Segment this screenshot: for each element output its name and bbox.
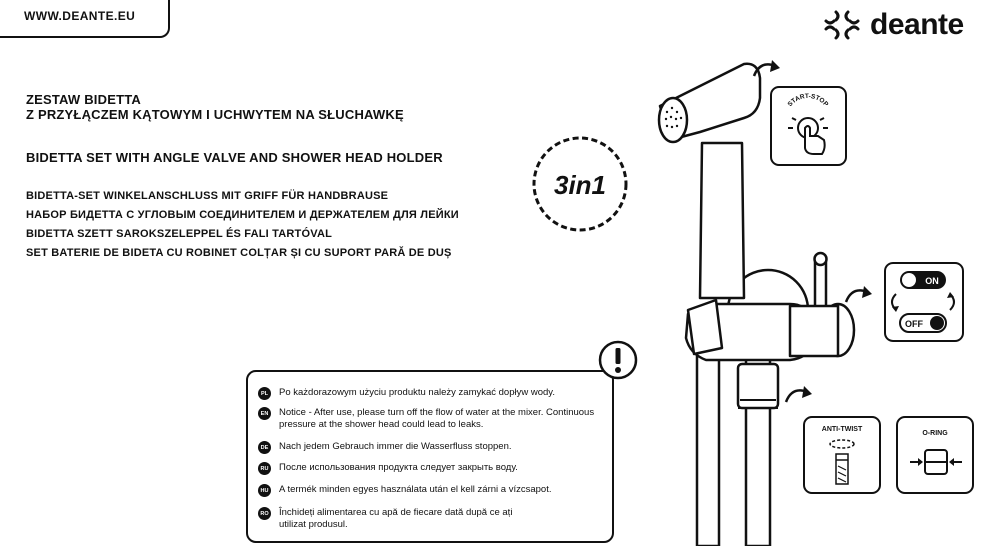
notice-item-pl	[258, 387, 609, 400]
arrow-to-anti-twist-icon	[782, 382, 816, 408]
o-ring-feature	[896, 416, 974, 494]
three-in-one-badge	[531, 135, 629, 233]
notice-item-en	[258, 407, 609, 431]
language-badge-hu: HU	[258, 484, 271, 497]
on-label: ON	[925, 276, 939, 286]
language-badge-ru: RU	[258, 462, 271, 475]
brand-name: deante	[870, 8, 964, 41]
title-romanian: SET BATERIE DE BIDETA CU ROBINET COLȚAR ȘI CU SUPORT PARĂ DE DUȘ	[26, 247, 452, 259]
language-badge-de: DE	[258, 441, 271, 454]
on-off-feature	[884, 262, 964, 342]
language-badge-pl: PL	[258, 387, 271, 400]
notice-item-ro	[258, 507, 539, 531]
arrow-to-on-off-icon	[842, 282, 876, 306]
anti-twist-feature	[803, 416, 881, 494]
notice-text-en: Notice - After use, please turn off the flow of water at the mixer. Continuous pressure at the shower head could lead to leaks.	[279, 407, 595, 430]
o-ring-icon	[898, 418, 972, 492]
badge-text: 3in1	[553, 170, 607, 200]
language-badge-ro: RO	[258, 507, 271, 520]
title-pl-line2: Z PRZYŁĄCZEM KĄTOWYM I UCHWYTEM NA SŁUCHAWKĘ	[26, 107, 404, 122]
off-label: OFF	[905, 319, 923, 329]
language-badge-en: EN	[258, 407, 271, 420]
brand-logo	[822, 8, 964, 42]
arrow-to-start-stop-icon	[750, 56, 784, 82]
notice-text-de: Nach jedem Gebrauch immer die Wasserfluss stoppen.	[279, 441, 512, 452]
website-url[interactable]: WWW.DEANTE.EU	[24, 9, 136, 23]
notice-item-de	[258, 441, 609, 454]
anti-twist-icon	[805, 418, 879, 492]
svg-text:START-STOP	[787, 93, 830, 109]
start-stop-feature	[770, 86, 847, 166]
start-stop-icon	[772, 88, 845, 164]
anti-twist-label: ANTI-TWIST	[821, 426, 863, 433]
usage-notice-box	[246, 370, 614, 543]
o-ring-label: O-RING	[922, 430, 948, 437]
title-russian: НАБОР БИДЕТТА С УГЛОВЫМ СОЕДИНИТЕЛЕМ И ДЕРЖАТЕЛЕМ ДЛЯ ЛЕЙКИ	[26, 209, 459, 221]
notice-item-hu	[258, 484, 609, 497]
notice-text-hu: A termék minden egyes használata után el kell zárni a vízcsapot.	[279, 484, 552, 495]
notice-text-ru: После использования продукта следует закрыть воду.	[279, 462, 518, 473]
start-stop-label: START-STOP	[786, 92, 830, 109]
deante-logo-icon	[822, 8, 862, 42]
title-polish	[26, 92, 404, 122]
title-pl-line1: ZESTAW BIDETTA	[26, 92, 141, 107]
website-tab[interactable]	[0, 0, 170, 38]
title-german: BIDETTA-SET WINKELANSCHLUSS MIT GRIFF FÜR HANDBRAUSE	[26, 190, 389, 202]
notice-text-ro: Închideți alimentarea cu apă de fiecare dată după ce ați utilizat produsul.	[279, 507, 513, 530]
notice-text-pl: Po każdorazowym użyciu produktu należy zamykać dopływ wody.	[279, 387, 555, 398]
title-hungarian: BIDETTA SZETT SAROKSZELEPPEL ÉS FALI TARTÓVAL	[26, 228, 333, 240]
toggle-switch-icon	[886, 264, 962, 340]
notice-item-ru	[258, 462, 609, 475]
warning-exclamation-icon	[598, 340, 638, 380]
title-english: BIDETTA SET WITH ANGLE VALVE AND SHOWER HEAD HOLDER	[26, 150, 443, 165]
